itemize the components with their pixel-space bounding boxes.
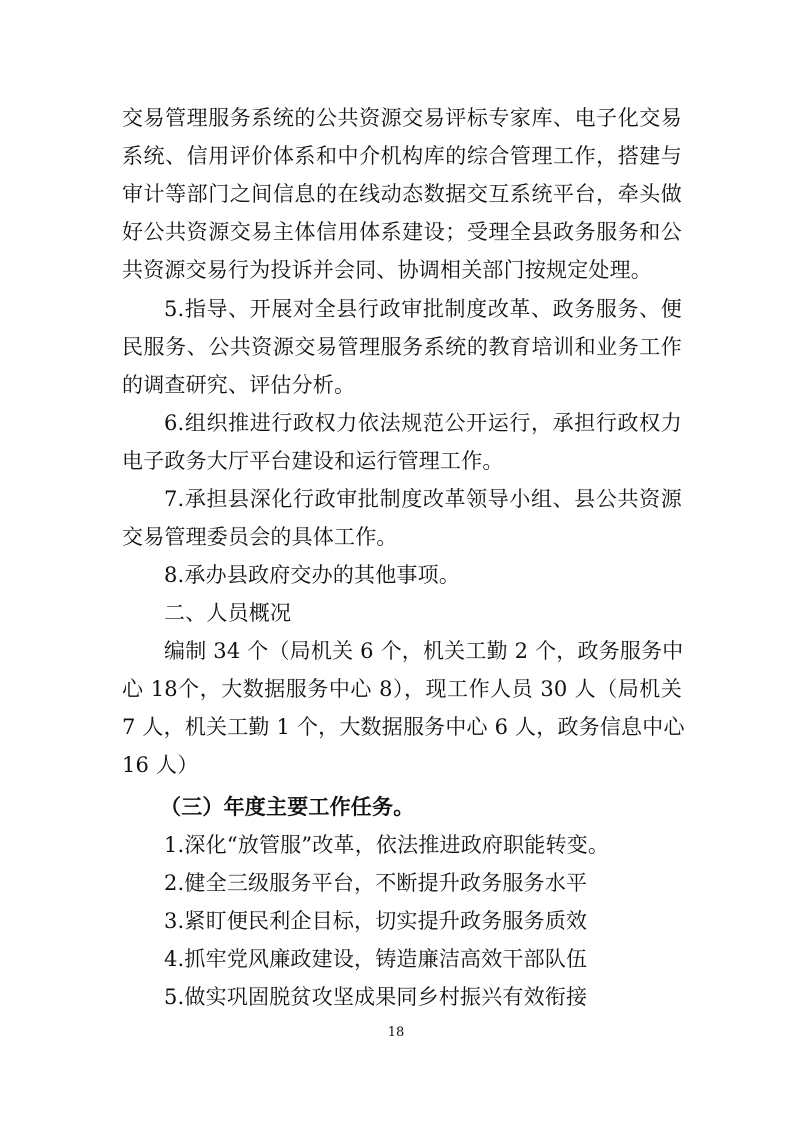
task-item-5: 5.做实巩固脱贫攻坚成果同乡村振兴有效衔接 (164, 985, 588, 1009)
page-number: 18 (387, 1025, 405, 1040)
paragraph-start-6: 6.组织推进行政权力依法规范公开运行，承担行政权力 (164, 411, 682, 435)
text-line: 16 人） (122, 753, 199, 777)
section-heading-personnel: 二、人员概况 (164, 601, 292, 625)
text-line: 的调查研究、评估分析。 (122, 373, 356, 397)
text-line: 共资源交易行为投诉并会同、协调相关部门按规定处理。 (122, 258, 652, 282)
text-line: 好公共资源交易主体信用体系建设；受理全县政务服务和公 (122, 220, 682, 244)
task-item-3: 3.紧盯便民利企目标，切实提升政务服务质效 (164, 909, 588, 933)
task-item-4: 4.抓牢党风廉政建设，铸造廉洁高效干部队伍 (164, 947, 588, 971)
paragraph-start-staffing: 编制 34 个（局机关 6 个，机关工勤 2 个，政务服务中 (164, 639, 684, 663)
section-heading-tasks: （三）年度主要工作任务。 (160, 794, 415, 819)
text-line: 审计等部门之间信息的在线动态数据交互系统平台，牵头做 (122, 182, 682, 206)
paragraph-start-7: 7.承担县深化行政审批制度改革领导小组、县公共资源 (164, 487, 682, 511)
task-item-1: 1.深化“放管服”改革，依法推进政府职能转变。 (164, 833, 610, 857)
text-line: 交易管理服务系统的公共资源交易评标专家库、电子化交易 (122, 106, 682, 130)
text-line: 民服务、公共资源交易管理服务系统的教育培训和业务工作 (122, 335, 682, 359)
paragraph-start-5: 5.指导、开展对全县行政审批制度改革、政务服务、便 (164, 297, 682, 321)
text-line: 交易管理委员会的具体工作。 (122, 525, 398, 549)
text-line: 7 人，机关工勤 1 个，大数据服务中心 6 人，政务信息中心 (122, 715, 685, 739)
text-line: 系统、信用评价体系和中介机构库的综合管理工作，搭建与 (122, 144, 682, 168)
task-item-2: 2.健全三级服务平台，不断提升政务服务水平 (164, 871, 588, 895)
paragraph-start-8: 8.承办县政府交办的其他事项。 (164, 563, 461, 587)
text-line: 心 18个，大数据服务中心 8），现工作人员 30 人（局机关 (122, 677, 682, 701)
text-line: 电子政务大厅平台建设和运行管理工作。 (122, 449, 504, 473)
